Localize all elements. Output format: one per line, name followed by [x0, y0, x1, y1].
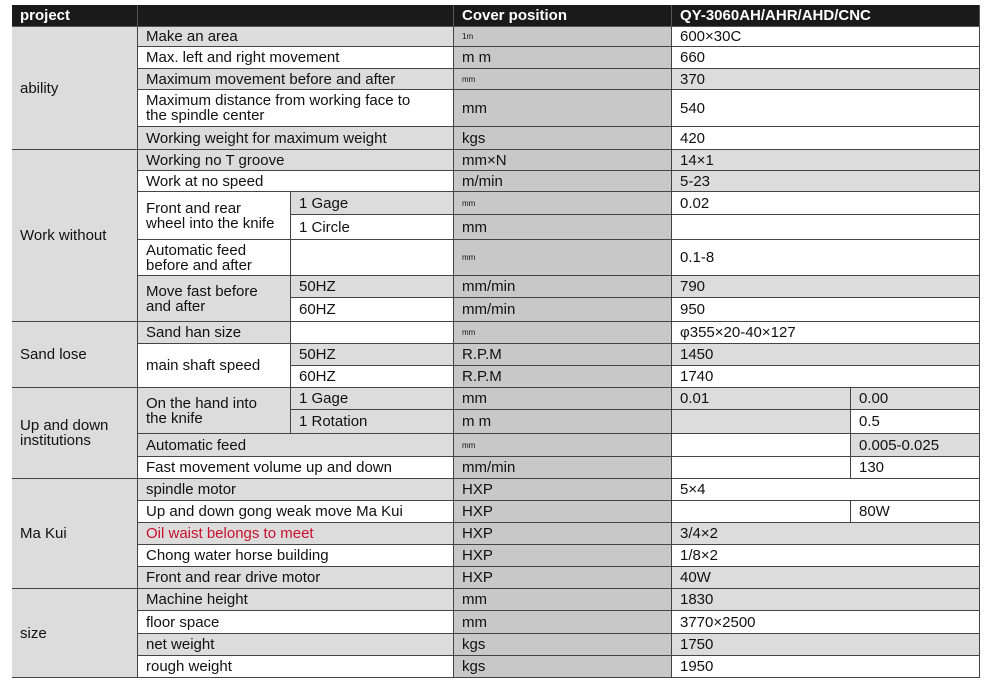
row-value: 5×4: [672, 479, 980, 501]
row-value: 0.02: [672, 192, 980, 215]
group-size: size: [12, 589, 138, 678]
subgroup-main-shaft: main shaft speed: [138, 344, 291, 388]
row-item: Working no T groove: [138, 150, 454, 171]
row-item: 1 Gage: [291, 388, 454, 410]
row-item: 50HZ: [291, 344, 454, 366]
row-value: [672, 501, 851, 523]
header-cover-position: Cover position: [454, 5, 672, 27]
row-unit: 1m: [454, 27, 672, 47]
row-unit: mm: [454, 90, 672, 127]
row-item: 60HZ: [291, 366, 454, 388]
row-item: net weight: [138, 634, 454, 656]
row-value: 660: [672, 47, 980, 69]
row-value: 1950: [672, 656, 980, 678]
row-value: 1740: [672, 366, 980, 388]
row-item: Work at no speed: [138, 171, 454, 192]
row-item: 1 Circle: [291, 215, 454, 240]
row-item: Up and down gong weak move Ma Kui: [138, 501, 454, 523]
row-value: [672, 434, 851, 457]
header-model: QY-3060AH/AHR/AHD/CNC: [672, 5, 980, 27]
row-unit: mm: [454, 434, 672, 457]
row-item-highlighted: Oil waist belongs to meet: [138, 523, 454, 545]
row-unit: m m: [454, 410, 672, 434]
row-value-2: 130: [851, 457, 980, 479]
row-unit: mm/min: [454, 276, 672, 298]
row-value: 3/4×2: [672, 523, 980, 545]
row-item: 1 Gage: [291, 192, 454, 215]
row-value: [672, 410, 851, 434]
row-item: 50HZ: [291, 276, 454, 298]
row-value: 420: [672, 127, 980, 150]
row-item: Fast movement volume up and down: [138, 457, 454, 479]
row-item: 1 Rotation: [291, 410, 454, 434]
row-value: 0.1-8: [672, 240, 980, 276]
row-value-2: 0.00: [851, 388, 980, 410]
row-item: floor space: [138, 611, 454, 634]
row-unit: mm: [454, 611, 672, 634]
row-item: Chong water horse building: [138, 545, 454, 567]
row-value: 540: [672, 90, 980, 127]
row-item: Maximum movement before and after: [138, 69, 454, 90]
row-value: 14×1: [672, 150, 980, 171]
row-unit: kgs: [454, 127, 672, 150]
row-item: Front and rear drive motor: [138, 567, 454, 589]
row-item: Automatic feed: [138, 434, 454, 457]
subgroup-hand-knife: On the hand into the knife: [138, 388, 291, 434]
row-item: Automatic feed before and after: [138, 240, 291, 276]
row-value: 600×30C: [672, 27, 980, 47]
row-value: [672, 215, 980, 240]
row-unit: mm: [454, 322, 672, 344]
group-sand-lose: Sand lose: [12, 322, 138, 388]
row-value: 950: [672, 298, 980, 322]
row-unit: mm: [454, 192, 672, 215]
row-item: Maximum distance from working face to the spindle center: [138, 90, 454, 127]
row-value: [672, 457, 851, 479]
row-unit: R.P.M: [454, 344, 672, 366]
row-item: 60HZ: [291, 298, 454, 322]
row-unit: HXP: [454, 567, 672, 589]
row-value-2: 80W: [851, 501, 980, 523]
row-value: φ355×20-40×127: [672, 322, 980, 344]
row-unit: R.P.M: [454, 366, 672, 388]
group-work-without: Work without: [12, 150, 138, 322]
row-value-2: 0.5: [851, 410, 980, 434]
row-item: Working weight for maximum weight: [138, 127, 454, 150]
row-value: 0.01: [672, 388, 851, 410]
row-value: 1830: [672, 589, 980, 611]
row-item: spindle motor: [138, 479, 454, 501]
row-unit: HXP: [454, 523, 672, 545]
row-item-blank: [291, 240, 454, 276]
row-unit: m m: [454, 47, 672, 69]
row-value: 790: [672, 276, 980, 298]
subgroup-move-fast: Move fast before and after: [138, 276, 291, 322]
row-value: 1450: [672, 344, 980, 366]
group-up-and-down: Up and down institutions: [12, 388, 138, 479]
row-item: rough weight: [138, 656, 454, 678]
row-value: 3770×2500: [672, 611, 980, 634]
row-unit: mm: [454, 69, 672, 90]
row-unit: mm: [454, 240, 672, 276]
row-item: Machine height: [138, 589, 454, 611]
row-unit: HXP: [454, 545, 672, 567]
row-unit: mm: [454, 388, 672, 410]
row-value: 1750: [672, 634, 980, 656]
row-unit: HXP: [454, 501, 672, 523]
row-item: Sand han size: [138, 322, 291, 344]
row-unit: HXP: [454, 479, 672, 501]
row-unit: mm/min: [454, 298, 672, 322]
row-unit: mm: [454, 589, 672, 611]
row-value: 1/8×2: [672, 545, 980, 567]
subgroup-front-rear-knife: Front and rear wheel into the knife: [138, 192, 291, 240]
group-ability: ability: [12, 27, 138, 150]
spec-table: [12, 5, 980, 678]
header-blank: [138, 5, 454, 27]
row-unit: mm/min: [454, 457, 672, 479]
row-item: Max. left and right movement: [138, 47, 454, 69]
header-project: project: [12, 5, 138, 27]
row-item: Make an area: [138, 27, 454, 47]
group-ma-kui: Ma Kui: [12, 479, 138, 589]
row-unit: mm: [454, 215, 672, 240]
row-unit: m/min: [454, 171, 672, 192]
row-value: 40W: [672, 567, 980, 589]
row-unit: kgs: [454, 656, 672, 678]
row-unit: kgs: [454, 634, 672, 656]
row-value: 5-23: [672, 171, 980, 192]
row-item-blank: [291, 322, 454, 344]
row-value: 370: [672, 69, 980, 90]
row-value-2: 0.005-0.025: [851, 434, 980, 457]
row-unit: mm×N: [454, 150, 672, 171]
